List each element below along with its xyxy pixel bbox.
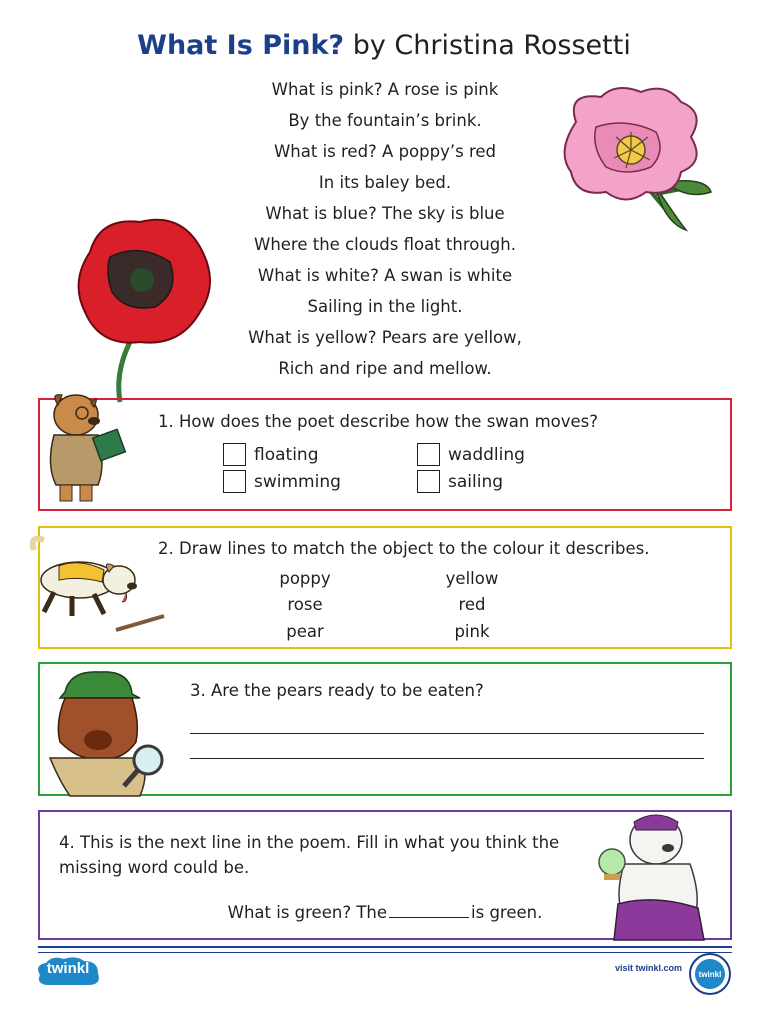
poem-line: What is yellow? Pears are yellow, — [248, 328, 522, 347]
fill-prompt-after: is green. — [471, 903, 543, 922]
option-label: sailing — [448, 471, 504, 492]
question-2-text: 2. Draw lines to match the object to the colour it describes. — [158, 539, 650, 558]
badge-label: twinkl — [698, 970, 722, 979]
option-floating[interactable] — [223, 443, 318, 466]
detective-dog-illustration — [40, 662, 174, 796]
poem-line: Sailing in the light. — [307, 297, 463, 316]
fortune-teller-dog-illustration — [594, 808, 714, 940]
fill-prompt-before: What is green? The — [227, 903, 388, 922]
page-title — [0, 30, 768, 61]
option-label: swimming — [254, 471, 341, 492]
option-waddling[interactable] — [417, 443, 525, 466]
rose-illustration — [556, 82, 716, 232]
answer-line[interactable] — [190, 758, 704, 759]
match-colour[interactable]: pink — [454, 622, 490, 641]
poem-line: In its baley bed. — [318, 173, 452, 192]
checkbox[interactable] — [223, 470, 246, 493]
checkbox[interactable] — [417, 470, 440, 493]
option-swimming[interactable] — [223, 470, 341, 493]
checkbox[interactable] — [223, 443, 246, 466]
poem-line: What is red? A poppy’s red — [273, 142, 497, 161]
checkbox[interactable] — [417, 443, 440, 466]
quality-badge — [688, 952, 732, 996]
title-main: What Is Pink? — [137, 30, 345, 61]
match-colour[interactable]: red — [458, 595, 486, 614]
missing-word-blank[interactable] — [389, 902, 469, 918]
match-colour[interactable]: yellow — [445, 569, 499, 588]
poem-line: Where the clouds float through. — [254, 235, 516, 254]
poem — [200, 77, 570, 387]
question-4-text: 4. This is the next line in the poem. Fill in what you think the missing word could be. — [59, 833, 560, 877]
poppy-illustration — [70, 212, 220, 402]
title-author: by Christina Rossetti — [352, 30, 631, 61]
match-object[interactable]: poppy — [279, 569, 331, 588]
question-3-text: 3. Are the pears ready to be eaten? — [190, 681, 484, 700]
match-object[interactable]: pear — [286, 622, 324, 641]
poem-line: By the fountain’s brink. — [288, 111, 482, 130]
visit-link[interactable]: visit twinkl.com — [614, 963, 682, 973]
footer-divider — [38, 952, 732, 953]
option-label: waddling — [448, 444, 525, 465]
match-object[interactable]: rose — [287, 595, 323, 614]
question-1-box — [38, 398, 732, 511]
dog-reading-illustration — [36, 385, 132, 505]
poem-line: What is pink? A rose is pink — [271, 80, 499, 99]
poem-line: What is white? A swan is white — [257, 266, 513, 285]
dog-running-illustration — [24, 530, 174, 642]
question-1-text: 1. How does the poet describe how the swan moves? — [158, 412, 599, 431]
poem-line: Rich and ripe and mellow. — [278, 359, 492, 378]
answer-line[interactable] — [190, 733, 704, 734]
footer-divider — [38, 946, 732, 948]
option-sailing[interactable] — [417, 470, 503, 493]
option-label: floating — [254, 444, 319, 465]
poem-line: What is blue? The sky is blue — [265, 204, 505, 223]
twinkl-logo-text: twinkl — [46, 960, 90, 977]
